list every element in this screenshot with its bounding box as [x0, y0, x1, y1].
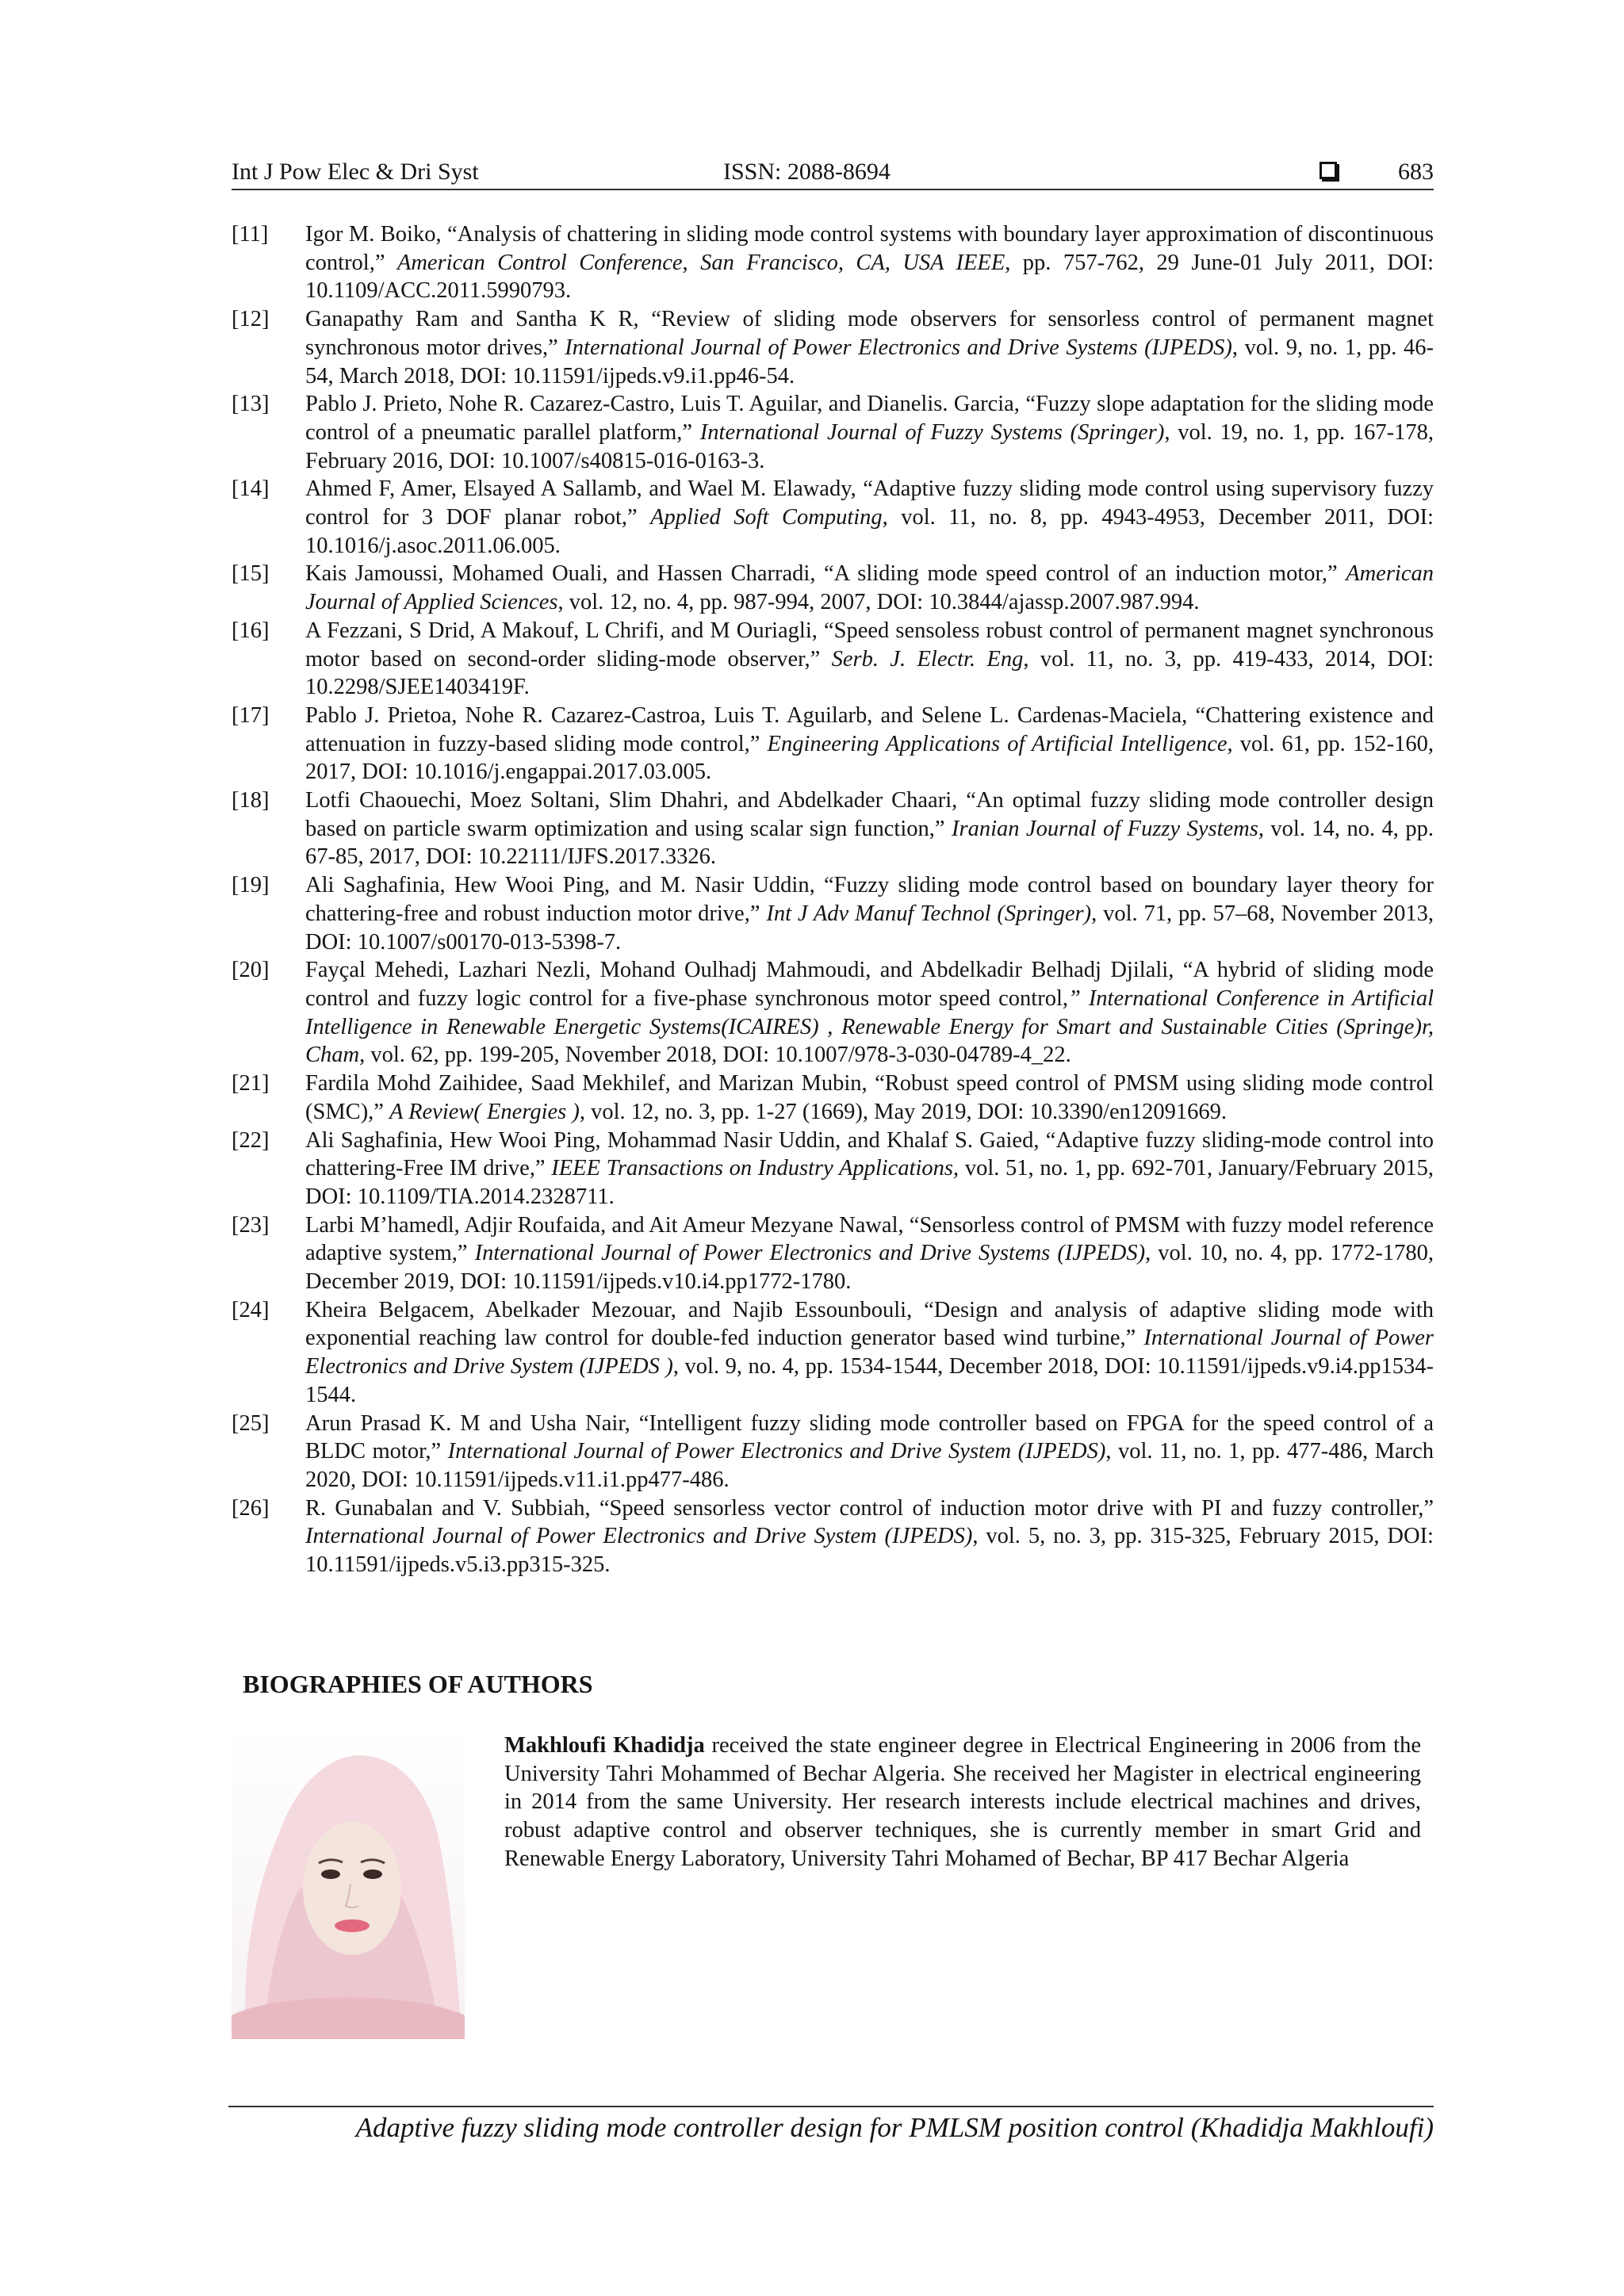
- page-header: [232, 155, 1434, 190]
- reference-number: [18]: [232, 788, 270, 813]
- reference-item: [232, 1296, 1434, 1410]
- reference-venue: International Journal of Fuzzy Systems (Springer): [699, 419, 1165, 445]
- reference-item: [232, 560, 1434, 616]
- page-number: 683: [1398, 159, 1434, 185]
- reference-number: [21]: [232, 1071, 270, 1096]
- author-portrait-image: [232, 1730, 465, 2039]
- reference-number: [14]: [232, 476, 270, 502]
- reference-details: , vol. 51, no. 1, pp. 692-701, January/February 2015, DOI: 10.1109/TIA.2014.2328711.: [305, 1156, 1434, 1209]
- reference-item: [232, 871, 1434, 956]
- reference-text: Kheira Belgacem, Abelkader Mezouar, and Najib Essounbouli, “Design and analysis of adaptive sliding mode with exponential reaching law control for double-fed induction generator based wind turbine,”: [305, 1297, 1434, 1351]
- footer-title: Adaptive fuzzy sliding mode controller design for PMLSM position control (Khadidja Makhloufi): [355, 2112, 1434, 2143]
- reference-text: Ali Saghafinia, Hew Wooi Ping, Mohammad Nasir Uddin, and Khalaf S. Gaied, “Adaptive fuzzy sliding-mode control into chattering-Free IM drive,”: [305, 1127, 1434, 1181]
- reference-number: [16]: [232, 618, 270, 643]
- reference-text: Igor M. Boiko, “Analysis of chattering in sliding mode control systems with boundary layer approximation of discontinuous control,”: [305, 222, 1434, 275]
- reference-item: [232, 702, 1434, 786]
- reference-details: , vol. 11, no. 8, pp. 4943-4953, December 2011, DOI: 10.1016/j.asoc.2011.06.005.: [305, 505, 1434, 558]
- reference-item: [232, 390, 1434, 475]
- reference-number: [12]: [232, 307, 270, 332]
- reference-text: Pablo J. Prietoa, Nohe R. Cazarez-Castroa, Luis T. Aguilarb, and Selene L. Cardenas-Maciela, “Chattering existence and attenuation in fuzzy-based sliding mode control,”: [305, 702, 1434, 756]
- reference-item: [232, 1127, 1434, 1211]
- reference-venue: IEEE Transactions on Industry Applications: [551, 1156, 954, 1181]
- reference-venue: A Review( Energies ): [389, 1099, 580, 1124]
- reference-number: [25]: [232, 1410, 270, 1436]
- reference-venue: ” International Conference in Artificial Intelligence in Renewable Energetic Systems(ICAIRES) , Renewable Energy for Smart and Sustainable Cities (Springe)r, Cham: [305, 985, 1434, 1068]
- reference-text: Ali Saghafinia, Hew Wooi Ping, and M. Nasir Uddin, “Fuzzy sliding mode control based on boundary layer theory for chattering-free and robust induction motor drive,”: [305, 873, 1434, 926]
- reference-item: [232, 1070, 1434, 1126]
- reference-details: , vol. 9, no. 4, pp. 1534-1544, December 2018, DOI: 10.11591/ijpeds.v9.i4.pp1534-1544.: [305, 1354, 1434, 1407]
- reference-number: [22]: [232, 1127, 270, 1153]
- reference-number: [15]: [232, 561, 270, 587]
- reference-details: , vol. 71, pp. 57–68, November 2013, DOI: 10.1007/s00170-013-5398-7.: [305, 901, 1434, 955]
- reference-venue: Int J Adv Manuf Technol (Springer): [766, 901, 1092, 926]
- reference-number: [20]: [232, 958, 270, 983]
- reference-details: , vol. 62, pp. 199-205, November 2018, DOI: 10.1007/978-3-030-04789-4_22.: [359, 1043, 1071, 1068]
- reference-details: , vol. 12, no. 3, pp. 1-27 (1669), May 2019, DOI: 10.3390/en12091669.: [579, 1099, 1228, 1124]
- reference-venue: International Journal of Power Electronics and Drive Systems (IJPEDS): [474, 1241, 1146, 1266]
- author-biography: [504, 1732, 1421, 1873]
- reference-text: Larbi M’hamedl, Adjir Roufaida, and Ait Ameur Mezyane Nawal, “Sensorless control of PMSM with fuzzy model reference adaptive system,”: [305, 1212, 1434, 1266]
- reference-number: [24]: [232, 1297, 270, 1322]
- reference-item: [232, 786, 1434, 871]
- reference-venue: International Journal of Power Electronics and Drive Systems (IJPEDS): [565, 335, 1232, 360]
- reference-details: , pp. 757-762, 29 June-01 July 2011, DOI: 10.1109/ACC.2011.5990793.: [305, 250, 1434, 304]
- reference-venue: International Journal of Power Electronics and Drive System (IJPEDS): [305, 1524, 973, 1549]
- reference-details: , vol. 14, no. 4, pp. 67-85, 2017, DOI: 10.22111/IJFS.2017.3326.: [305, 816, 1434, 870]
- author-bio-text: received the state engineer degree in Electrical Engineering in 2006 from the University Tahri Mohammed of Bechar Algeria. She received her Magister in electrical engineering in 2014 from the same University. Her research interests include electrical machines and drives, robust adaptive control and observer techniques, she is currently member in smart Grid and Renewable Energy Laboratory, University Tahri Mohamed of Bechar, BP 417 Bechar Algeria: [504, 1733, 1421, 1871]
- reference-details: , vol. 11, no. 1, pp. 477-486, March 2020, DOI: 10.11591/ijpeds.v11.i1.pp477-486.: [305, 1439, 1434, 1492]
- reference-venue: American Control Conference, San Francisco, CA, USA IEEE: [396, 250, 1005, 275]
- reference-text: R. Gunabalan and V. Subbiah, “Speed sensorless vector control of induction motor drive with PI and fuzzy controller,”: [305, 1495, 1434, 1521]
- reference-text: Fayçal Mehedi, Lazhari Nezli, Mohand Oulhadj Mahmoudi, and Abdelkadir Belhadj Djilali, “A hybrid of sliding mode control and fuzzy logic control for a five-phase synchronous motor speed control,: [305, 958, 1434, 1011]
- reference-details: , vol. 12, no. 4, pp. 987-994, 2007, DOI: 10.3844/ajassp.2007.987.994.: [557, 590, 1200, 615]
- reference-details: , vol. 19, no. 1, pp. 167-178, February 2016, DOI: 10.1007/s40815-016-0163-3.: [305, 419, 1434, 473]
- reference-venue: International Journal of Power Electronics and Drive System (IJPEDS ): [305, 1326, 1434, 1380]
- reference-item: [232, 1211, 1434, 1296]
- reference-text: Ganapathy Ram and Santha K R, “Review of sliding mode observers for sensorless control of permanent magnet synchronous motor drives,”: [305, 307, 1434, 360]
- reference-text: Arun Prasad K. M and Usha Nair, “Intelligent fuzzy sliding mode controller based on FPGA for the speed control of a BLDC motor,”: [305, 1410, 1434, 1464]
- reference-number: [23]: [232, 1212, 270, 1238]
- reference-venue: American Journal of Applied Sciences: [305, 561, 1434, 615]
- reference-text: Fardila Mohd Zaihidee, Saad Mekhilef, and Marizan Mubin, “Robust speed control of PMSM using sliding mode control (SMC),”: [305, 1071, 1434, 1124]
- reference-number: [13]: [232, 392, 270, 417]
- reference-item: [232, 1410, 1434, 1494]
- reference-venue: Engineering Applications of Artificial Intelligence: [767, 731, 1228, 756]
- reference-number: [11]: [232, 222, 269, 247]
- reference-venue: Serb. J. Electr. Eng: [831, 646, 1024, 672]
- reference-details: , vol. 61, pp. 152-160, 2017, DOI: 10.1016/j.engappai.2017.03.005.: [305, 731, 1434, 785]
- issn: ISSN: 2088-8694: [723, 159, 891, 185]
- reference-text: A Fezzani, S Drid, A Makouf, L Chrifi, and M Ouriagli, “Speed sensoless robust control of permanent magnet synchronous motor based on second-order sliding-mode observer,”: [305, 618, 1434, 672]
- reference-text: Ahmed F, Amer, Elsayed A Sallamb, and Wael M. Elawady, “Adaptive fuzzy sliding mode control using supervisory fuzzy control for 3 DOF planar robot,”: [305, 476, 1434, 530]
- reference-details: , vol. 11, no. 3, pp. 419-433, 2014, DOI: 10.2298/SJEE1403419F.: [305, 646, 1434, 700]
- reference-venue: Iranian Journal of Fuzzy Systems: [951, 816, 1258, 841]
- reference-item: [232, 956, 1434, 1070]
- reference-text: Pablo J. Prieto, Nohe R. Cazarez-Castro, Luis T. Aguilar, and Dianelis. Garcia, “Fuzzy slope adaptation for the sliding mode control of a pneumatic parallel platform,”: [305, 392, 1434, 445]
- reference-item: [232, 305, 1434, 390]
- reference-number: [26]: [232, 1495, 270, 1521]
- section-heading-biographies: BIOGRAPHIES OF AUTHORS: [243, 1670, 593, 1698]
- reference-number: [19]: [232, 873, 270, 898]
- reference-text: Kais Jamoussi, Mohamed Ouali, and Hassen Charradi, “A sliding mode speed control of an induction motor,”: [305, 561, 1346, 587]
- reference-item: [232, 220, 1434, 305]
- author-name: Makhloufi Khadidja: [504, 1733, 705, 1758]
- reference-item: [232, 1494, 1434, 1579]
- footer-divider: [228, 2106, 1434, 2107]
- reference-venue: Applied Soft Computing: [650, 505, 883, 530]
- reference-details: , vol. 10, no. 4, pp. 1772-1780, December 2019, DOI: 10.11591/ijpeds.v10.i4.pp1772-1780.: [305, 1241, 1434, 1295]
- reference-text: Lotfi Chaouechi, Moez Soltani, Slim Dhahri, and Abdelkader Chaari, “An optimal fuzzy sliding mode controller design based on particle swarm optimization and using scalar sign function,”: [305, 788, 1434, 841]
- reference-item: [232, 617, 1434, 702]
- reference-details: , vol. 9, no. 1, pp. 46-54, March 2018, DOI: 10.11591/ijpeds.v9.i1.pp46-54.: [305, 335, 1434, 388]
- checkbox-square-icon: [1320, 162, 1337, 179]
- reference-number: [17]: [232, 702, 270, 728]
- reference-item: [232, 475, 1434, 560]
- reference-venue: International Journal of Power Electronics and Drive System (IJPEDS): [447, 1439, 1106, 1464]
- author-photo: [232, 1730, 465, 2039]
- reference-details: , vol. 5, no. 3, pp. 315-325, February 2015, DOI: 10.11591/ijpeds.v5.i3.pp315-325.: [305, 1524, 1434, 1578]
- reference-list: [232, 220, 1434, 1579]
- journal-name: Int J Pow Elec & Dri Syst: [232, 159, 479, 185]
